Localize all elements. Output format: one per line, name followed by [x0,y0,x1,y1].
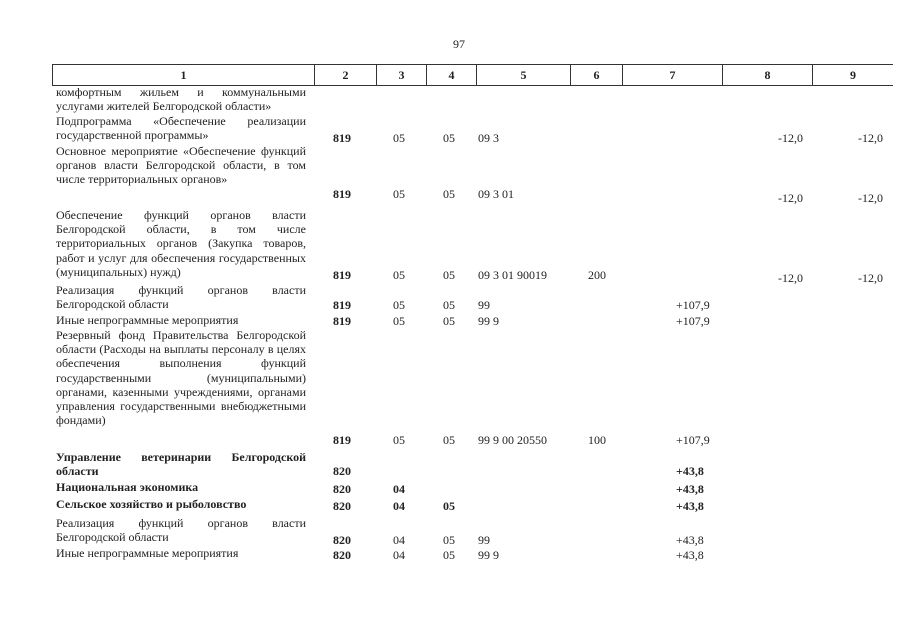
cell-col9: -12,0 [858,271,883,285]
table-row [0,85,905,114]
cell-col2: 820 [333,482,351,496]
cell-col2: 819 [333,314,351,328]
row-name: Подпрограмма «Обеспечение реализации государственной программы» [56,114,306,143]
cell-col5: 99 9 [478,314,499,328]
cell-col7: +43,8 [676,464,704,478]
header-col-8: 8 [722,65,812,85]
cell-col4: 05 [443,499,455,513]
cell-col4: 05 [443,548,455,562]
cell-col9: -12,0 [858,131,883,145]
row-name: Резервный фонд Правительства Белгородской области (Расходы на выплаты персоналу в целях обеспечения выполнения функций государственными (муниципальными) органами, казенными учреждениями, органами управления государственными внебюджетными фондами) [56,328,306,428]
table-row [0,313,905,328]
cell-col4: 05 [443,268,455,282]
header-col-3: 3 [376,65,426,85]
header-col-6: 6 [570,65,622,85]
cell-col5: 99 9 00 20550 [478,433,547,447]
cell-col3: 04 [393,548,405,562]
cell-col2: 819 [333,298,351,312]
table-row [0,480,905,496]
row-name: Национальная экономика [56,480,199,494]
cell-col7: +107,9 [676,433,710,447]
cell-col3: 05 [393,187,405,201]
cell-col2: 819 [333,131,351,145]
table-row [0,283,905,312]
cell-col4: 05 [443,298,455,312]
table-row [0,516,905,547]
cell-col2: 820 [333,464,351,478]
cell-col2: 819 [333,187,351,201]
header-col-7: 7 [622,65,722,85]
cell-col3: 04 [393,482,405,496]
cell-col3: 05 [393,314,405,328]
table-row [0,144,905,206]
cell-col7: +107,9 [676,298,710,312]
header-col-1: 1 [52,65,314,85]
cell-col7: +43,8 [676,499,704,513]
row-name: Иные непрограммные мероприятия [56,546,239,560]
cell-col8: -12,0 [778,271,803,285]
cell-col5: 99 [478,533,490,547]
table-row [0,208,905,285]
page-number: 97 [453,37,465,51]
cell-col3: 05 [393,433,405,447]
row-name: комфортным жильем и коммунальными услугами жителей Белгородской области» [56,85,306,114]
header-col-9: 9 [812,65,893,85]
header-col-5: 5 [476,65,570,85]
cell-col6: 200 [588,268,606,282]
cell-col3: 04 [393,499,405,513]
row-name: Сельское хозяйство и рыболовство [56,497,247,511]
cell-col3: 05 [393,131,405,145]
cell-col5: 09 3 01 [478,187,514,201]
cell-col9: -12,0 [858,191,883,205]
header-col-4: 4 [426,65,476,85]
cell-col2: 819 [333,433,351,447]
cell-col7: +43,8 [676,533,704,547]
cell-col4: 05 [443,131,455,145]
cell-col4: 05 [443,433,455,447]
cell-col2: 820 [333,548,351,562]
cell-col4: 05 [443,187,455,201]
cell-col5: 09 3 [478,131,499,145]
cell-col3: 05 [393,298,405,312]
cell-col5: 99 9 [478,548,499,562]
table-row [0,546,905,562]
cell-col4: 05 [443,314,455,328]
cell-col5: 99 [478,298,490,312]
cell-col3: 04 [393,533,405,547]
table-row [0,497,905,513]
cell-col2: 819 [333,268,351,282]
row-name: Реализация функций органов власти Белгородской области [56,516,306,545]
cell-col2: 820 [333,533,351,547]
table-row [0,450,905,478]
row-name: Управление ветеринарии Белгородской области [56,450,306,479]
cell-col7: +43,8 [676,548,704,562]
table-row [0,114,905,145]
cell-col8: -12,0 [778,131,803,145]
header-col-2: 2 [314,65,376,85]
cell-col7: +107,9 [676,314,710,328]
cell-col2: 820 [333,499,351,513]
row-name: Иные непрограммные мероприятия [56,313,239,327]
cell-col6: 100 [588,433,606,447]
cell-col5: 09 3 01 90019 [478,268,547,282]
row-name: Основное мероприятие «Обеспечение функций органов власти Белгородской области, в том числе территориальных органов» [56,144,306,187]
cell-col4: 05 [443,533,455,547]
table-row [0,328,905,447]
cell-col7: +43,8 [676,482,704,496]
row-name: Реализация функций органов власти Белгородской области [56,283,306,312]
cell-col3: 05 [393,268,405,282]
cell-col8: -12,0 [778,191,803,205]
row-name: Обеспечение функций органов власти Белгородской области, в том числе территориальных органов (Закупка товаров, работ и услуг для обеспечения государственных (муниципальных) нужд) [56,208,306,279]
